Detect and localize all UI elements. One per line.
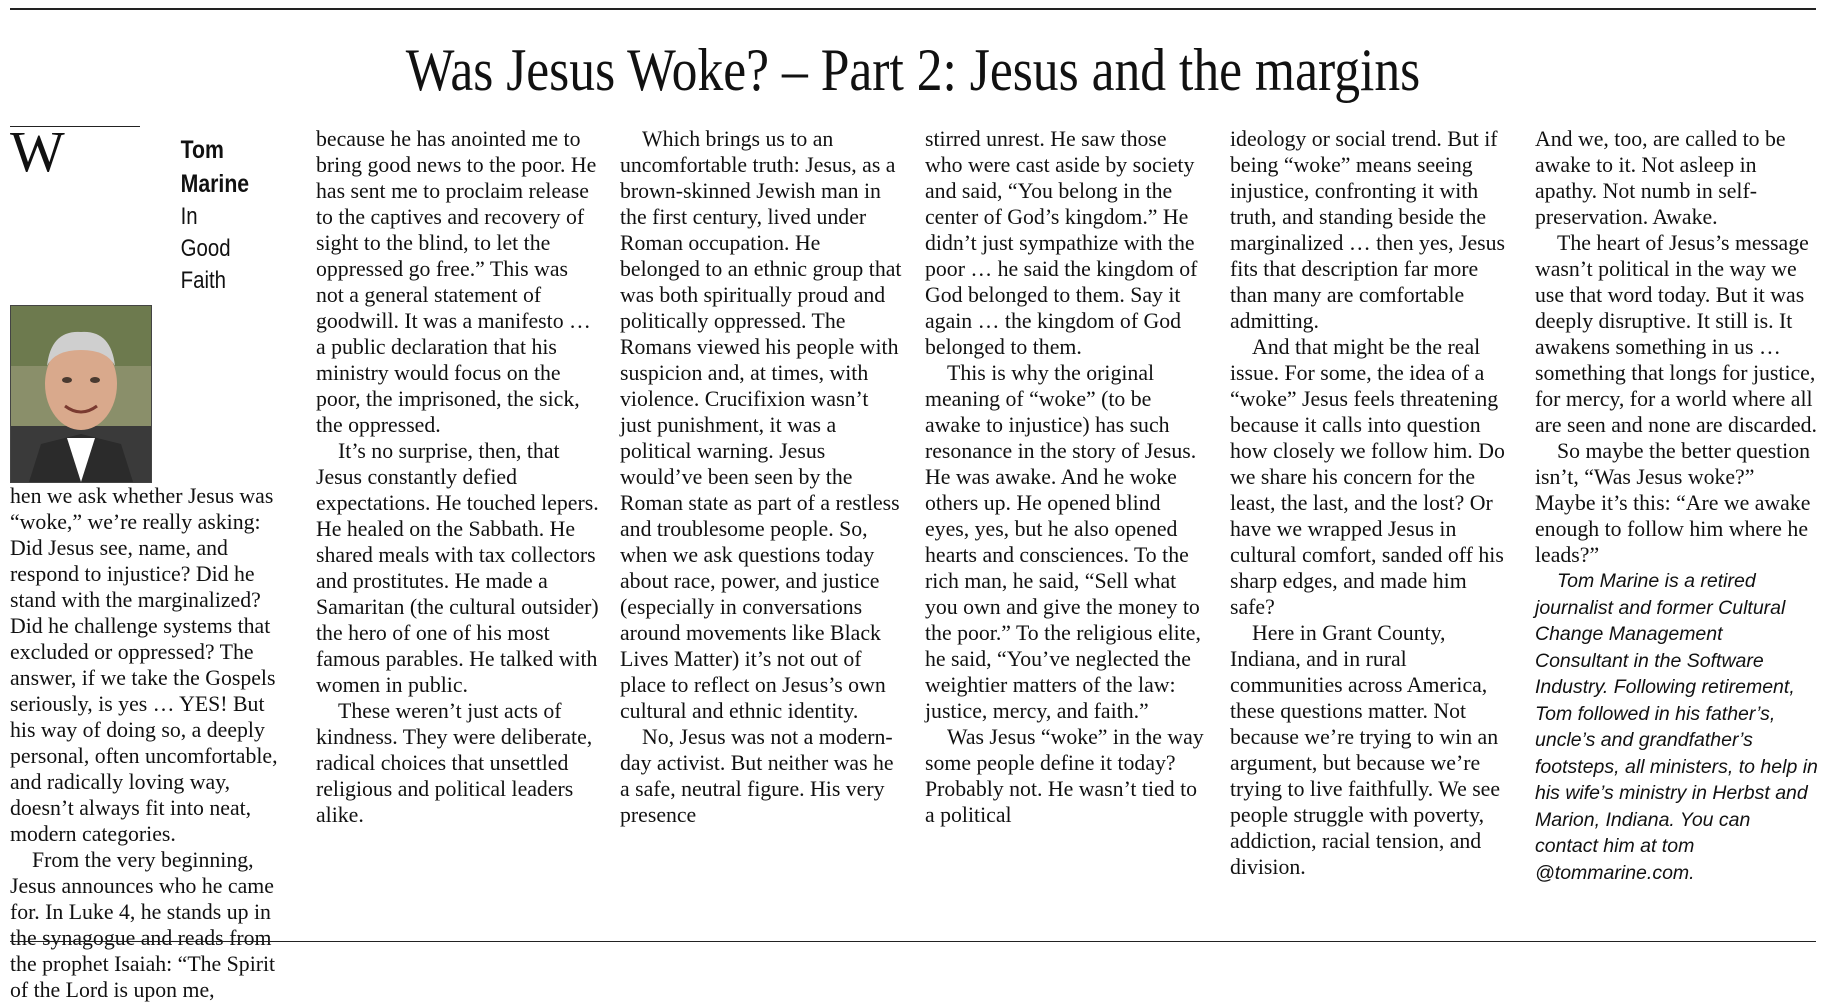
paragraph: Was Jesus “woke” in the way some people define it today? Probably not. He wasn’t tied to a political	[925, 725, 1204, 827]
column-4	[925, 126, 1208, 828]
headline: Was Jesus Woke? – Part 2: Jesus and the margins	[405, 37, 1421, 103]
author-last-name: Marine	[180, 170, 250, 198]
paragraph: No, Jesus was not a modern-day activist. But neither was he a safe, neutral figure. His very presence	[620, 725, 894, 827]
column-3	[620, 126, 903, 828]
paragraph: because he has anointed me to bring good news to the poor. He has sent me to proclaim release to the captives and recovery of sight to the blind, to let the oppressed go free.” This was not a general statement of goodwill. It was a manifesto … a public declaration that his ministry would focus on the poor, the imprisoned, the sick, the oppressed.	[316, 127, 597, 437]
column-name-line-2: Faith	[180, 267, 226, 294]
author-first-name: Tom	[180, 136, 224, 164]
paragraph: And that might be the real issue. For some, the idea of a “woke” Jesus feels threatening because it calls into question how closely we follow him. Do we share his concern for the least, the last, and the lost? Or have we wrapped Jesus in cultural comfort, sanded off his sharp edges, and made him safe?	[1230, 335, 1505, 619]
lead-text: hen we ask whether Jesus was “woke,” we’re really asking: Did Jesus see, name, and respond to injustice? Did he stand with the marginalized? Did he challenge systems that excluded or oppressed? The answer, if we take the Gospels seriously, is yes … YES! But his way of doing so, a deeply personal, often uncomfortable, and radically loving way, doesn’t always fit into neat, modern categories.	[10, 484, 278, 846]
paragraph: From the very beginning, Jesus announces who he came for. In Luke 4, he stands up in the synagogue and reads from the prophet Isaiah: “The Spirit of the Lord is upon me,	[10, 848, 276, 1002]
column-5	[1230, 126, 1513, 880]
top-rule	[10, 8, 1816, 10]
bottom-rule	[10, 941, 1816, 942]
author-bio: Tom Marine is a retired journalist and former Cultural Change Management Consultant in the Software Industry. Following retirement, Tom followed in his father’s, uncle’s and grandfather’s footsteps, all ministers, to help in his wife’s ministry in Herbst and Marion, Indiana. You can contact him at tom @tommarine.com.	[1535, 570, 1818, 884]
paragraph: ideology or social trend. But if being “woke” means seeing injustice, confronting it with truth, and standing beside the marginalized … then yes, Jesus fits that description far more than many are comfortable admitting.	[1230, 127, 1506, 333]
paragraph: stirred unrest. He saw those who were cast aside by society and said, “You belong in the center of God’s kingdom.” He didn’t just sympathize with the poor … he said the kingdom of God belonged to them. Say it again … the kingdom of God belonged to them.	[925, 127, 1198, 359]
column-name-line-1: In Good	[180, 203, 231, 262]
paragraph: This is why the original meaning of “woke” (to be awake to injustice) has such resonance in the story of Jesus. He was awake. And he woke others up. He opened blind eyes, yes, but he also opened hearts and consciences. To the rich man, he said, “Sell what you own and give the money to the poor.” To the religious elite, he said, “You’ve neglected the weightier matters of the law: justice, mercy, and faith.”	[925, 361, 1201, 723]
paragraph: The heart of Jesus’s message wasn’t political in the way we use that word today. But it was deeply disruptive. It still is. It awakens something in us … something that longs for justice, for mercy, for a world where all are seen and none are discarded.	[1535, 231, 1817, 437]
author-photo	[10, 305, 152, 483]
column-6	[1535, 126, 1818, 886]
drop-cap: W	[10, 119, 65, 184]
paragraph: So maybe the better question isn’t, “Was Jesus woke?” Maybe it’s this: “Are we awake enough to follow him where he leads?”	[1535, 439, 1811, 567]
column-2	[316, 126, 599, 828]
paragraph: It’s no surprise, then, that Jesus constantly defied expectations. He touched lepers. He healed on the Sabbath. He shared meals with tax collectors and prostitutes. He made a Samaritan (the cultural outsider) the hero of one of his most famous parables. He talked with women in public.	[316, 439, 599, 697]
paragraph: Here in Grant County, Indiana, and in rural communities across America, these questions matter. Not because we’re trying to win an argument, but because we’re trying to live faithfully. We see people struggle with poverty, addiction, racial tension, and division.	[1230, 621, 1501, 879]
paragraph: Which brings us to an uncomfortable truth: Jesus, as a brown-skinned Jewish man in the first century, lived under Roman occupation. He belonged to an ethnic group that was both spiritually proud and politically oppressed. The Romans viewed his people with suspicion and, at times, with violence. Crucifixion wasn’t just punishment, it was a political warning. Jesus would’ve been seen by the Roman state as part of a restless and troublesome people. So, when we ask questions today about race, power, and justice (especially in conversations around movements like Black Lives Matter) it’s not out of place to reflect on Jesus’s own cultural and ethnic identity.	[620, 127, 902, 723]
paragraph: These weren’t just acts of kindness. They were deliberate, radical choices that unsettled religious and political leaders alike.	[316, 699, 593, 827]
paragraph: And we, too, are called to be awake to it. Not asleep in apathy. Not numb in self-preservation. Awake.	[1535, 127, 1786, 229]
column-1	[10, 119, 293, 1003]
